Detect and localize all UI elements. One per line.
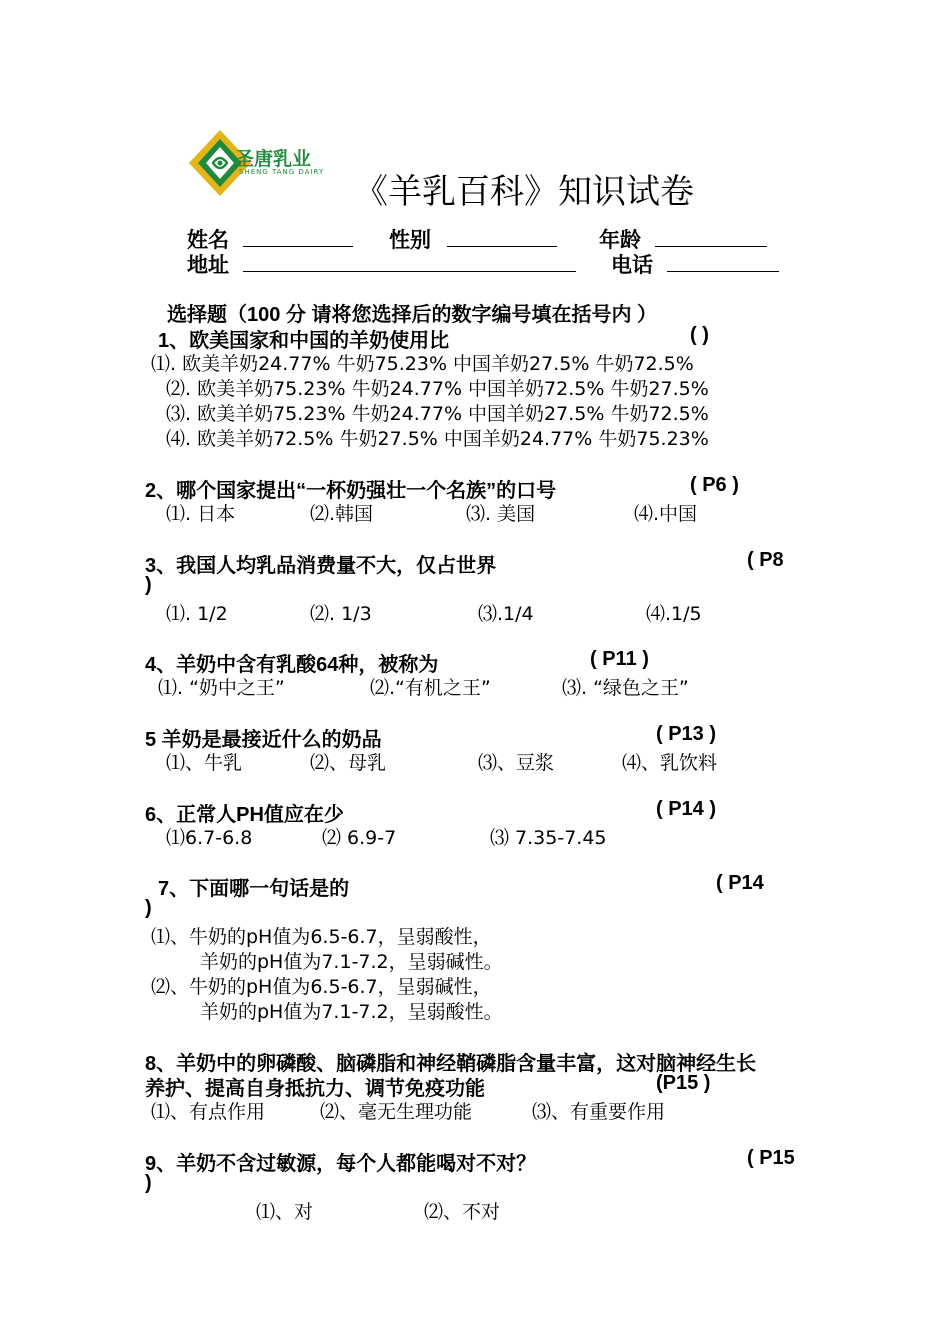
q4-option-2[interactable]: ⑵.“有机之王” (370, 677, 491, 699)
gender-label: 性别 (389, 229, 431, 252)
q5-option-4[interactable]: ⑷、乳饮料 (622, 752, 718, 774)
q1-option-4[interactable]: ⑷. 欧美羊奶72.5% 牛奶27.5% 中国羊奶24.77% 牛奶75.23% (166, 428, 709, 450)
address-label: 地址 (187, 254, 229, 277)
question-4: 4、羊奶中含有乳酸64种，被称为 (145, 654, 439, 676)
q2-option-4[interactable]: ⑷.中国 (634, 503, 698, 525)
logo-brand-cn: 圣唐乳业 (235, 148, 312, 170)
question-8: 8、羊奶中的卵磷酸、脑磷脂和神经鞘磷脂含量丰富，这对脑神经生长 (145, 1053, 757, 1075)
name-label: 姓名 (187, 229, 229, 252)
q3-option-1[interactable]: ⑴. 1/2 (166, 603, 228, 625)
question-6-answer[interactable]: ( P14 ) (656, 798, 717, 820)
name-blank[interactable] (243, 228, 353, 247)
q2-option-2[interactable]: ⑵.韩国 (310, 503, 374, 525)
q7-option-1-cont: 羊奶的pH值为7.1-7.2，呈弱碱性。 (200, 951, 503, 973)
question-6: 6、正常人PH值应在少 (145, 804, 344, 826)
q1-option-1[interactable]: ⑴. 欧美羊奶24.77% 牛奶75.23% 中国羊奶27.5% 牛奶72.5% (151, 353, 694, 375)
q7-option-1[interactable]: ⑴、牛奶的pH值为6.5-6.7，呈弱酸性， (151, 926, 492, 948)
question-9: 9、羊奶不含过敏源，每个人都能喝对不对？ (145, 1153, 537, 1175)
q5-option-3[interactable]: ⑶、豆浆 (478, 752, 555, 774)
q8-option-1[interactable]: ⑴、有点作用 (151, 1101, 266, 1123)
question-9-answer[interactable]: ( P15 (747, 1147, 795, 1169)
gender-blank[interactable] (447, 228, 557, 247)
q6-option-2[interactable]: ⑵ 6.9-7 (322, 827, 397, 849)
phone-label: 电话 (611, 254, 653, 277)
question-1: 1、欧美国家和中国的羊奶使用比 (158, 330, 450, 352)
question-7-answer[interactable]: ( P14 (716, 872, 764, 894)
q3-option-3[interactable]: ⑶.1/4 (478, 603, 534, 625)
question-7: 7、下面哪一句话是的 (158, 878, 350, 900)
q9-option-2[interactable]: ⑵、不对 (424, 1201, 501, 1223)
q6-option-3[interactable]: ⑶ 7.35-7.45 (490, 827, 607, 849)
address-field[interactable] (187, 249, 576, 279)
q8-option-2[interactable]: ⑵、毫无生理功能 (320, 1101, 473, 1123)
page-title: 《羊乳百科》知识试卷 (354, 172, 694, 212)
question-5: 5 羊奶是最接近什么的奶品 (145, 729, 382, 751)
phone-blank[interactable] (667, 253, 779, 272)
q2-option-1[interactable]: ⑴. 日本 (166, 503, 236, 525)
section-header: 选择题（100 分 请将您选择后的数字编号填在括号内 ） (167, 304, 658, 326)
q4-option-3[interactable]: ⑶. “绿色之王” (562, 677, 689, 699)
question-7-answer-close: ) (145, 897, 152, 919)
age-label: 年龄 (599, 229, 641, 252)
question-9-answer-close: ) (145, 1172, 152, 1194)
question-8-answer[interactable]: (P15 ) (656, 1072, 711, 1094)
q7-option-2-cont: 羊奶的pH值为7.1-7.2，呈弱酸性。 (200, 1001, 503, 1023)
q7-option-2[interactable]: ⑵、牛奶的pH值为6.5-6.7，呈弱碱性， (151, 976, 492, 998)
q5-option-2[interactable]: ⑵、母乳 (310, 752, 387, 774)
company-logo (189, 130, 325, 196)
phone-field[interactable] (611, 249, 779, 279)
q3-option-2[interactable]: ⑵. 1/3 (310, 603, 372, 625)
address-blank[interactable] (243, 253, 576, 272)
q9-option-1[interactable]: ⑴、对 (256, 1201, 314, 1223)
question-2-answer[interactable]: ( P6 ) (690, 474, 739, 496)
question-5-answer[interactable]: ( P13 ) (656, 723, 717, 745)
q3-option-4[interactable]: ⑷.1/5 (646, 603, 702, 625)
q5-option-1[interactable]: ⑴、牛乳 (166, 752, 243, 774)
question-3-answer[interactable]: ( P8 (747, 549, 784, 571)
q4-option-1[interactable]: ⑴. “奶中之王” (158, 677, 285, 699)
q1-option-2[interactable]: ⑵. 欧美羊奶75.23% 牛奶24.77% 中国羊奶72.5% 牛奶27.5% (166, 378, 709, 400)
question-3-answer-close: ) (145, 574, 152, 596)
q6-option-1[interactable]: ⑴6.7-6.8 (166, 827, 253, 849)
question-1-answer[interactable]: ( ) (690, 324, 709, 346)
q1-option-3[interactable]: ⑶. 欧美羊奶75.23% 牛奶24.77% 中国羊奶27.5% 牛奶72.5% (166, 403, 709, 425)
question-8-line2: 养护、提高自身抵抗力、调节免疫功能 (145, 1078, 485, 1100)
question-2: 2、哪个国家提出“一杯奶强壮一个名族”的口号 (145, 480, 557, 502)
q8-option-3[interactable]: ⑶、有重要作用 (532, 1101, 666, 1123)
age-blank[interactable] (655, 228, 767, 247)
question-4-answer[interactable]: ( P11 ) (590, 648, 649, 670)
question-3: 3、我国人均乳品消费量不大，仅占世界 (145, 555, 497, 577)
logo-brand-en: SHENG TANG DAIRY (239, 168, 325, 176)
q2-option-3[interactable]: ⑶. 美国 (466, 503, 536, 525)
